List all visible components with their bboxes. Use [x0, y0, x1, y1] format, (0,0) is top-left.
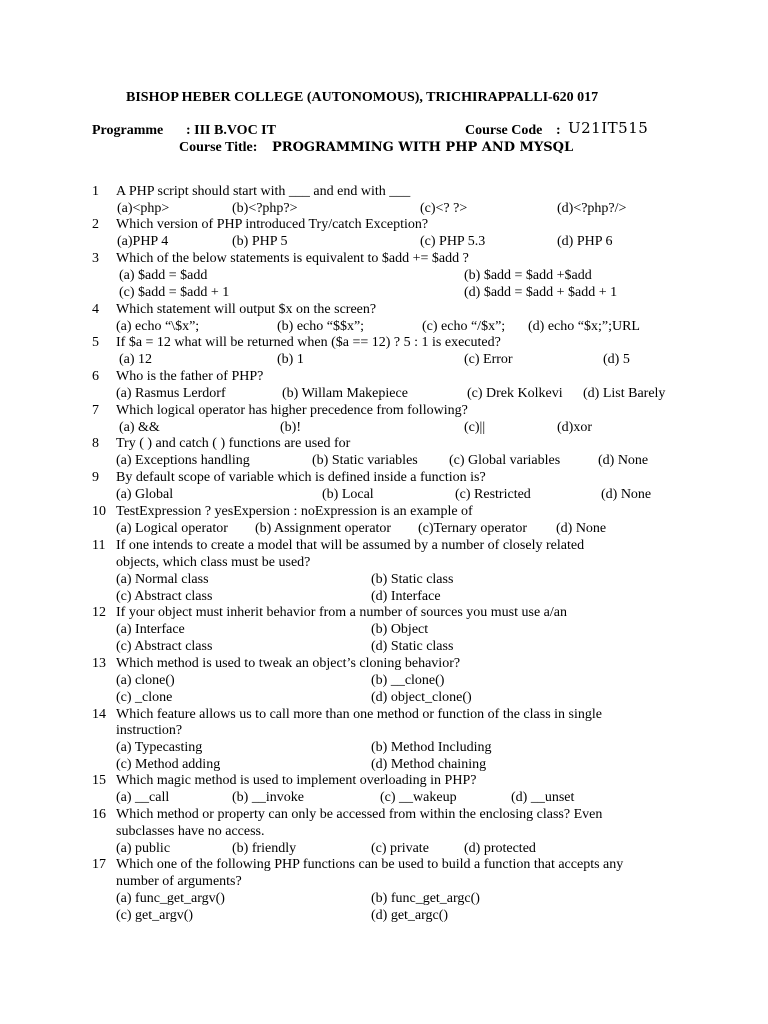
question-number: 16	[92, 807, 106, 822]
question-number: 12	[92, 605, 106, 620]
question-text: Which method or property can only be accessed from within the enclosing class? Even	[116, 807, 603, 822]
answer-option: (c) _clone	[116, 690, 173, 705]
answer-option: (a) echo “\$x”;	[116, 319, 200, 334]
question-text: If $a = 12 what will be returned when ($a == 12) ? 5 : 1 is executed?	[116, 335, 501, 350]
college-title: BISHOP HEBER COLLEGE (AUTONOMOUS), TRICHIRAPPALLI-620 017	[126, 90, 599, 105]
programme-value: : III B.VOC IT	[186, 123, 276, 138]
answer-option: (c) private	[371, 841, 429, 856]
course-code-label: Course Code	[465, 123, 543, 138]
answer-option: (c) Abstract class	[116, 589, 213, 604]
answer-option: (b) PHP 5	[232, 234, 288, 249]
answer-option: (a)<php>	[117, 201, 170, 216]
answer-option: (c) Drek Kolkevi	[467, 386, 563, 401]
course-title-label: Course Title:	[179, 140, 258, 155]
answer-option: (a) $add = $add	[119, 268, 208, 283]
answer-option: (b) Local	[322, 487, 374, 502]
question-text: By default scope of variable which is defined inside a function is?	[116, 470, 486, 485]
answer-option: (d) Method chaining	[371, 757, 487, 772]
course-code-sep: :	[556, 123, 561, 138]
answer-option: (a) Global	[116, 487, 174, 502]
question-text: Which method is used to tweak an object’s cloning behavior?	[116, 656, 461, 671]
answer-option: (d) List Barely	[583, 386, 666, 401]
answer-option: (c)||	[464, 420, 486, 435]
answer-option: (c) Method adding	[116, 757, 221, 772]
question-number: 4	[92, 302, 99, 317]
answer-option: (d) object_clone()	[371, 690, 472, 705]
answer-option: (d) Interface	[371, 589, 441, 604]
question-number: 10	[92, 504, 106, 519]
programme-label: Programme	[92, 123, 164, 138]
answer-option: (b) Static variables	[312, 453, 418, 468]
answer-option: (b)!	[280, 420, 301, 435]
answer-option: (c)<? ?>	[420, 201, 468, 216]
answer-option: (c) Abstract class	[116, 639, 213, 654]
answer-option: (a) func_get_argv()	[116, 891, 225, 906]
answer-option: (d) Static class	[371, 639, 454, 654]
question-text: Which of the below statements is equivalent to $add += $add ?	[116, 251, 469, 266]
answer-option: (d) $add = $add + $add + 1	[464, 285, 618, 300]
answer-option: (d) protected	[464, 841, 536, 856]
question-text: Which logical operator has higher precedence from following?	[116, 403, 468, 418]
question-text: Which version of PHP introduced Try/catch Exception?	[116, 217, 429, 232]
answer-option: (a) __call	[116, 790, 170, 805]
question-text: If your object must inherit behavior from a number of sources you must use a/an	[116, 605, 567, 620]
course-code-value: U21IT515	[568, 119, 649, 137]
answer-option: (d) None	[601, 487, 652, 502]
question-text: Which statement will output $x on the screen?	[116, 302, 377, 317]
answer-option: (a) Exceptions handling	[116, 453, 250, 468]
answer-option: (a) public	[116, 841, 171, 856]
answer-option: (c) __wakeup	[380, 790, 457, 805]
answer-option: (a) Interface	[116, 622, 185, 637]
answer-option: (b) 1	[277, 352, 304, 367]
question-text-continued: subclasses have no access.	[116, 824, 265, 839]
question-number: 3	[92, 251, 99, 266]
answer-option: (b) echo “$$x”;	[277, 319, 365, 334]
question-number: 7	[92, 403, 99, 418]
answer-option: (b) Assignment operator	[255, 521, 392, 536]
question-number: 2	[92, 217, 99, 232]
question-text-continued: number of arguments?	[116, 874, 242, 889]
answer-option: (d)<?php?/>	[557, 201, 627, 216]
answer-option: (b) func_get_argc()	[371, 891, 480, 906]
question-number: 5	[92, 335, 99, 350]
question-text: If one intends to create a model that will be assumed by a number of closely related	[116, 538, 585, 553]
answer-option: (b) __clone()	[371, 673, 445, 688]
question-number: 17	[92, 857, 106, 872]
question-text: Try ( ) and catch ( ) functions are used for	[116, 436, 351, 451]
question-text: TestExpression ? yesExpersion : noExpression is an example of	[116, 504, 473, 519]
answer-option: (b) __invoke	[232, 790, 304, 805]
answer-option: (d) PHP 6	[557, 234, 613, 249]
question-text-continued: objects, which class must be used?	[116, 555, 311, 570]
answer-option: (d) 5	[603, 352, 630, 367]
answer-option: (b) $add = $add +$add	[464, 268, 592, 283]
answer-option: (b)<?php?>	[232, 201, 298, 216]
course-title-value: PROGRAMMING WITH PHP AND MYSQL	[272, 140, 574, 155]
answer-option: (b) friendly	[232, 841, 297, 856]
answer-option: (c) Restricted	[455, 487, 531, 502]
question-number: 15	[92, 773, 106, 788]
answer-option: (c) get_argv()	[116, 908, 194, 923]
answer-option: (d) get_argc()	[371, 908, 449, 923]
answer-option: (d) None	[598, 453, 649, 468]
answer-option: (d) echo “$x;”;URL	[528, 319, 640, 334]
question-number: 9	[92, 470, 99, 485]
answer-option: (c) Error	[464, 352, 513, 367]
question-text: Which one of the following PHP functions can be used to build a function that accepts any	[116, 857, 624, 872]
question-number: 11	[92, 538, 106, 553]
answer-option: (a) 12	[119, 352, 153, 367]
answer-option: (c) $add = $add + 1	[119, 285, 230, 300]
answer-option: (b) Static class	[371, 572, 454, 587]
question-text-continued: instruction?	[116, 723, 183, 738]
question-text: Who is the father of PHP?	[116, 369, 264, 384]
question-number: 1	[92, 184, 99, 199]
answer-option: (a) clone()	[116, 673, 175, 688]
answer-option: (a) &&	[119, 420, 160, 435]
answer-option: (d) None	[556, 521, 607, 536]
answer-option: (a) Logical operator	[116, 521, 228, 536]
answer-option: (b) Method Including	[371, 740, 492, 755]
question-number: 8	[92, 436, 99, 451]
question-text: Which feature allows us to call more than one method or function of the class in single	[116, 707, 602, 722]
answer-option: (b) Object	[371, 622, 429, 637]
question-number: 13	[92, 656, 106, 671]
question-number: 14	[92, 707, 106, 722]
answer-option: (c) Global variables	[449, 453, 561, 468]
answer-option: (c) PHP 5.3	[420, 234, 486, 249]
answer-option: (a) Typecasting	[116, 740, 203, 755]
answer-option: (d)xor	[557, 420, 592, 435]
question-text: A PHP script should start with ___ and end with ___	[116, 184, 411, 199]
answer-option: (c)Ternary operator	[418, 521, 528, 536]
question-number: 6	[92, 369, 99, 384]
answer-option: (a) Normal class	[116, 572, 209, 587]
question-text: Which magic method is used to implement overloading in PHP?	[116, 773, 477, 788]
answer-option: (b) Willam Makepiece	[282, 386, 408, 401]
answer-option: (c) echo “/$x”;	[422, 319, 506, 334]
answer-option: (d) __unset	[511, 790, 575, 805]
answer-option: (a)PHP 4	[117, 234, 169, 249]
answer-option: (a) Rasmus Lerdorf	[116, 386, 226, 401]
